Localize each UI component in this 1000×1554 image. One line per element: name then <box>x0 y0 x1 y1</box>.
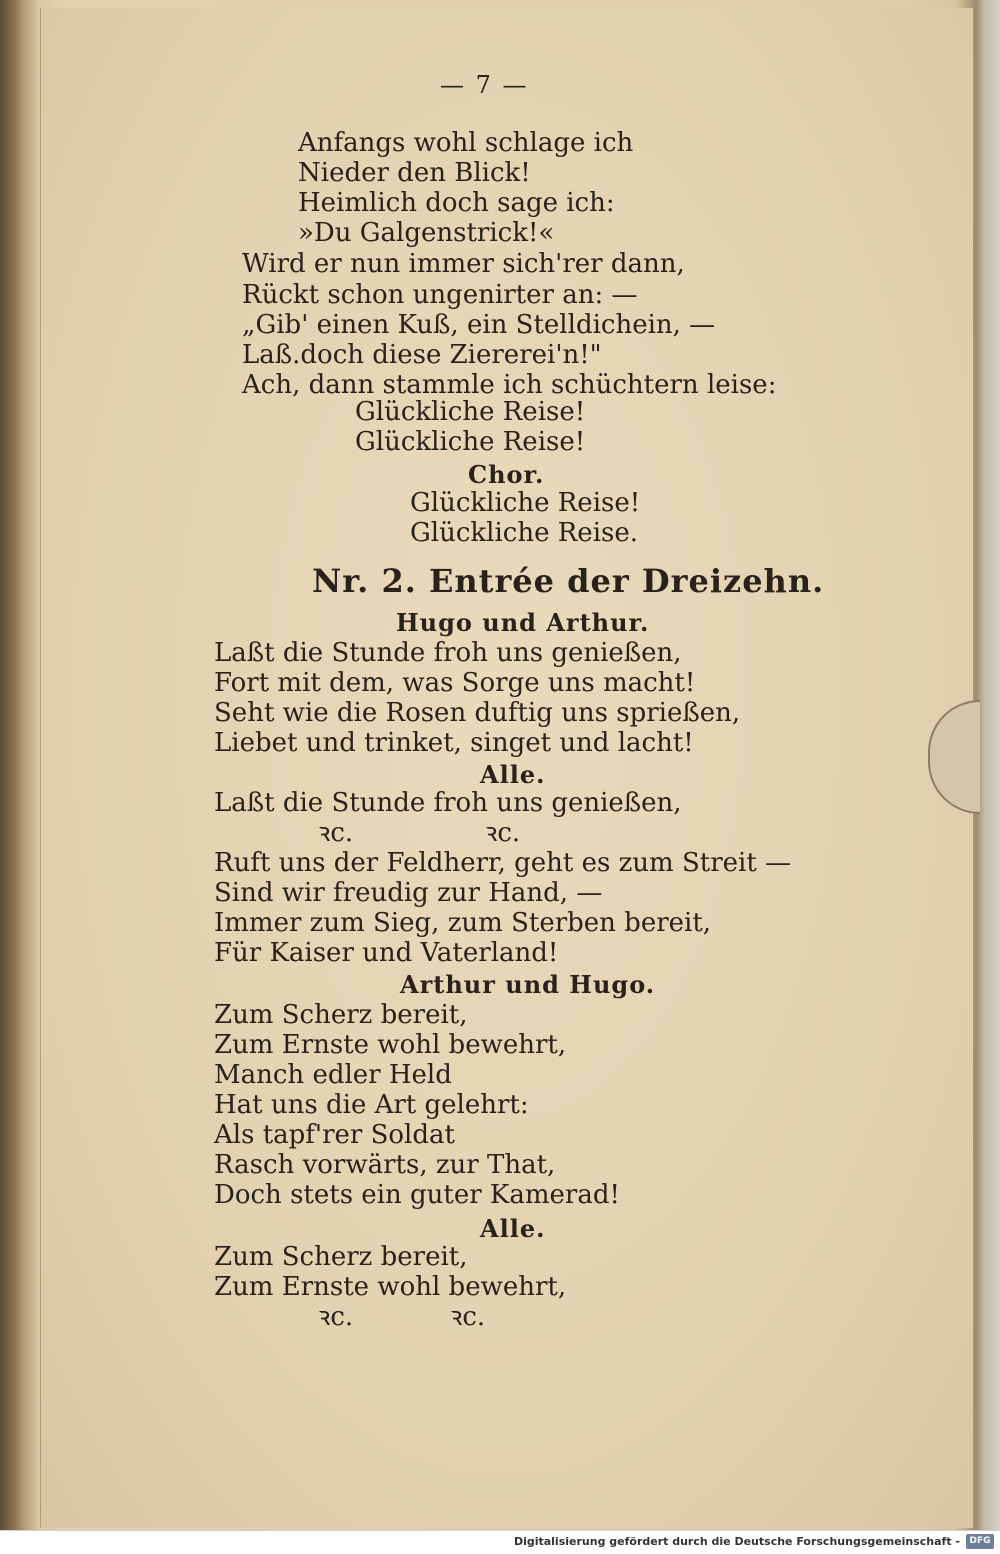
verse-line: Glückliche Reise! <box>355 397 586 427</box>
verse-line: Laß.doch diese Ziererei'n!" <box>242 340 602 370</box>
verse-line: Heimlich doch sage ich: <box>298 188 615 218</box>
verse-line: Immer zum Sieg, zum Sterben bereit, <box>214 908 712 938</box>
speaker-label: Hugo und Arthur. <box>396 608 650 637</box>
verse-line: Hat uns die Art gelehrt: <box>214 1090 529 1120</box>
etc-mark: ꝛc. <box>318 1302 354 1332</box>
verse-line: Seht wie die Rosen duftig uns sprießen, <box>214 698 741 728</box>
speaker-label: Arthur und Hugo. <box>400 970 656 999</box>
verse-line: Glückliche Reise! <box>355 427 586 457</box>
speaker-label: Chor. <box>468 460 545 489</box>
verse-line: Anfangs wohl schlage ich <box>298 128 634 158</box>
etc-mark: ꝛc. <box>485 818 521 848</box>
funding-notice: Digitalisierung gefördert durch die Deutsche Forschungsgemeinschaft - <box>513 1535 960 1548</box>
page-number: — 7 — <box>440 71 529 99</box>
verse-line: Nieder den Blick! <box>298 158 531 188</box>
verse-line: Zum Ernste wohl bewehrt, <box>214 1030 567 1060</box>
verse-line: Zum Scherz bereit, <box>214 1000 468 1030</box>
verse-line: Wird er nun immer sich'rer dann, <box>242 249 685 279</box>
verse-line: Rückt schon ungenirter an: — <box>242 280 638 310</box>
verse-line: Als tapf'rer Soldat <box>214 1120 455 1150</box>
verse-line: Fort mit dem, was Sorge uns macht! <box>214 668 696 698</box>
dfg-logo: DFG <box>966 1534 994 1549</box>
chorus-line: Glückliche Reise. <box>410 518 639 548</box>
section-title: Nr. 2. Entrée der Dreizehn. <box>312 562 825 600</box>
verse-line: Rasch vorwärts, zur That, <box>214 1150 556 1180</box>
verse-line: Ach, dann stammle ich schüchtern leise: <box>242 370 777 400</box>
chorus-line: Glückliche Reise! <box>410 488 641 518</box>
verse-line: Manch edler Held <box>214 1060 452 1090</box>
verse-line: Ruft uns der Feldherr, geht es zum Streit — <box>214 848 792 878</box>
verse-line: Liebet und trinket, singet und lacht! <box>214 728 694 758</box>
verse-line: Zum Ernste wohl bewehrt, <box>214 1272 567 1302</box>
etc-mark: ꝛc. <box>450 1302 486 1332</box>
speaker-label: Alle. <box>480 1214 546 1243</box>
footer-bar <box>0 1530 1000 1554</box>
verse-line: Sind wir freudig zur Hand, — <box>214 878 603 908</box>
verse-line: Für Kaiser und Vaterland! <box>214 938 559 968</box>
verse-line: Laßt die Stunde froh uns genießen, <box>214 638 682 668</box>
speaker-label: Alle. <box>480 760 546 789</box>
verse-line: Doch stets ein guter Kamerad! <box>214 1180 620 1210</box>
verse-line: „Gib' einen Kuß, ein Stelldichein, — <box>242 310 716 340</box>
verse-line: Zum Scherz bereit, <box>214 1242 468 1272</box>
verse-line: »Du Galgenstrick!« <box>298 218 555 248</box>
etc-mark: ꝛc. <box>318 818 354 848</box>
verse-line: Laßt die Stunde froh uns genießen, <box>214 788 682 818</box>
